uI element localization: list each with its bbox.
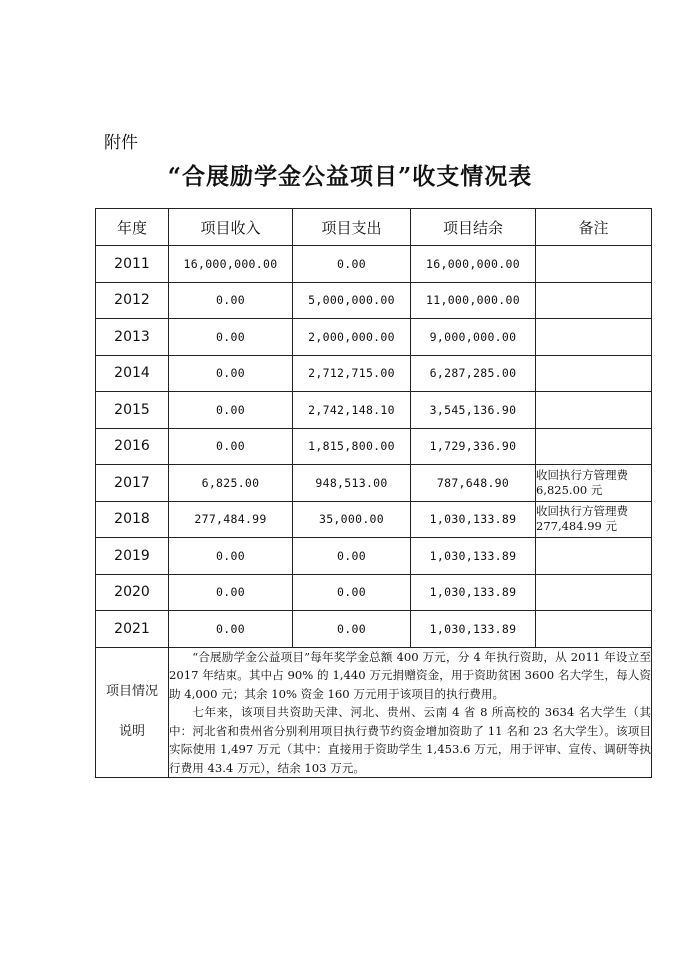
remark-cell xyxy=(536,538,652,575)
remark-cell xyxy=(536,319,652,356)
table-row xyxy=(96,319,652,356)
balance-cell: 787,648.90 xyxy=(411,465,536,502)
table-row xyxy=(96,501,652,538)
remark-cell xyxy=(536,574,652,611)
expense-cell: 1,815,800.00 xyxy=(293,428,411,465)
column-header-year: 年度 xyxy=(96,209,169,246)
remark-cell: 收回执行方管理费 277,484.99 元 xyxy=(536,501,652,538)
balance-cell: 11,000,000.00 xyxy=(411,282,536,319)
expense-cell: 0.00 xyxy=(293,538,411,575)
notes-label-line1: 项目情况 xyxy=(105,684,158,700)
year-cell: 2017 xyxy=(96,465,169,502)
table-row xyxy=(96,392,652,429)
table-header-row xyxy=(96,209,652,246)
expense-cell: 2,000,000.00 xyxy=(293,319,411,356)
table-row xyxy=(96,574,652,611)
balance-cell: 1,030,133.89 xyxy=(411,538,536,575)
expense-cell: 948,513.00 xyxy=(293,465,411,502)
balance-cell: 6,287,285.00 xyxy=(411,355,536,392)
table-row xyxy=(96,282,652,319)
expense-cell: 2,742,148.10 xyxy=(293,392,411,429)
table-row xyxy=(96,611,652,648)
balance-cell: 1,030,133.89 xyxy=(411,574,536,611)
year-cell: 2021 xyxy=(96,611,169,648)
remark-cell xyxy=(536,355,652,392)
income-expense-table xyxy=(95,208,652,778)
income-cell: 0.00 xyxy=(169,611,293,648)
year-cell: 2015 xyxy=(96,392,169,429)
project-notes-label xyxy=(96,647,169,778)
table-row xyxy=(96,538,652,575)
year-cell: 2013 xyxy=(96,319,169,356)
project-notes-text xyxy=(169,647,652,778)
project-notes-row xyxy=(96,647,652,778)
income-cell: 0.00 xyxy=(169,392,293,429)
expense-cell: 5,000,000.00 xyxy=(293,282,411,319)
year-cell: 2012 xyxy=(96,282,169,319)
income-cell: 0.00 xyxy=(169,355,293,392)
income-cell: 0.00 xyxy=(169,319,293,356)
notes-paragraph: 七年来，该项目共资助天津、河北、贵州、云南 4 省 8 所高校的 3634 名大学生（其中：河北省和贵州省分别利用项目执行费节约资金增加资助了 11 名和 23 名大学生）。该项目实际使用 1,497 万元（其中：直接用于资助学生 1,453.6 万元，用于评审、宣传、调研等执行费用 43.4 万元），结余 103 万元。 xyxy=(169,705,651,775)
table-row xyxy=(96,246,652,283)
remark-cell xyxy=(536,282,652,319)
remark-cell xyxy=(536,428,652,465)
income-cell: 0.00 xyxy=(169,538,293,575)
expense-cell: 2,712,715.00 xyxy=(293,355,411,392)
remark-cell xyxy=(536,611,652,648)
year-cell: 2018 xyxy=(96,501,169,538)
income-cell: 0.00 xyxy=(169,574,293,611)
column-header-remarks: 备注 xyxy=(536,209,652,246)
expense-cell: 0.00 xyxy=(293,246,411,283)
balance-cell: 1,030,133.89 xyxy=(411,611,536,648)
document-title: “合展励学金公益项目”收支情况表 xyxy=(167,163,533,190)
remark-cell: 收回执行方管理费 6,825.00 元 xyxy=(536,465,652,502)
balance-cell: 1,030,133.89 xyxy=(411,501,536,538)
balance-cell: 9,000,000.00 xyxy=(411,319,536,356)
column-header-income: 项目收入 xyxy=(169,209,293,246)
year-cell: 2019 xyxy=(96,538,169,575)
column-header-balance: 项目结余 xyxy=(411,209,536,246)
income-cell: 0.00 xyxy=(169,282,293,319)
expense-cell: 0.00 xyxy=(293,574,411,611)
income-cell: 277,484.99 xyxy=(169,501,293,538)
year-cell: 2014 xyxy=(96,355,169,392)
balance-cell: 16,000,000.00 xyxy=(411,246,536,283)
year-cell: 2011 xyxy=(96,246,169,283)
year-cell: 2016 xyxy=(96,428,169,465)
remark-cell xyxy=(536,392,652,429)
income-cell: 0.00 xyxy=(169,428,293,465)
table-row xyxy=(96,428,652,465)
table-row xyxy=(96,355,652,392)
attachment-label: 附件 xyxy=(104,133,138,153)
notes-paragraph: “合展励学金公益项目”每年奖学金总额 400 万元，分 4 年执行资助，从 2011 年设立至 2017 年结束。其中占 90% 的 1,440 万元捐赠资金，用于资助贫困 3600 名大学生，每人资助 4,000 元；其余 10% 资金 160 万元用于该项目的执行费用。 xyxy=(169,649,651,701)
column-header-expense: 项目支出 xyxy=(293,209,411,246)
notes-label-line2: 说明 xyxy=(118,724,145,740)
expense-cell: 0.00 xyxy=(293,611,411,648)
expense-cell: 35,000.00 xyxy=(293,501,411,538)
remark-cell xyxy=(536,246,652,283)
income-cell: 6,825.00 xyxy=(169,465,293,502)
income-cell: 16,000,000.00 xyxy=(169,246,293,283)
year-cell: 2020 xyxy=(96,574,169,611)
table-row xyxy=(96,465,652,502)
balance-cell: 3,545,136.90 xyxy=(411,392,536,429)
balance-cell: 1,729,336.90 xyxy=(411,428,536,465)
